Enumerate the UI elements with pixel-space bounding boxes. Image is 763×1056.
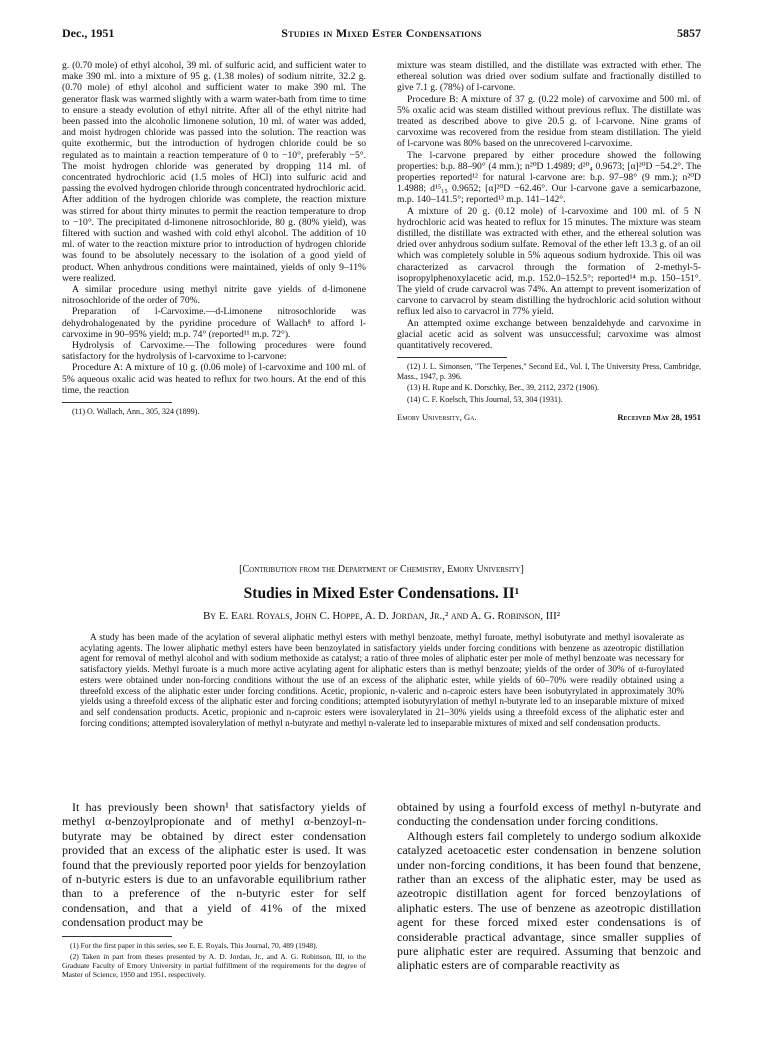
right-column: [397, 60, 701, 424]
footnote: (14) C. F. Koelsch, This Journal, 53, 304 (1931).: [407, 394, 563, 404]
affiliation: Emory University, Ga.: [397, 412, 477, 423]
paragraph: The l-carvone prepared by either procedure showed the following properties: b.p. 88–90° (4 mm.); n²⁰D 1.4989; d²⁰₄ 0.9673; [α]²⁰D −54.2°. The properties reported¹² for natural l-carvone are: b.p. 97–98° (9 mm.); n²⁰D 1.4988; d¹⁵₁₅ 0.9652; [α]²⁰D −62.46°. Our l-carvone gave a semicarbazone, m.p. 140–141.5°; reported¹³ m.p. 141–142°.: [397, 149, 701, 206]
paragraph: It has previously been shown¹ that satisfactory yields of methyl α-benzoylpropionate and of methyl α-benzoyl-n-butyrate may be obtained by direct ester condensation provided that an excess of the aliphatic ester is used. It was found that the previously reported poor yields for benzoylation of n-butyric esters is due to an unfavorable equilibrium rather than to a preference of the n-butyric ester for self condensation, and that a yield of 41% of the mixed condensation product may be: [62, 800, 366, 930]
article-title: Studies in Mixed Ester Condensations. II¹: [243, 585, 520, 602]
footnotes: [62, 936, 366, 979]
contribution-line: [Contribution from the Department of Chemistry, Emory University]: [239, 564, 524, 575]
footnote-rule: [62, 936, 172, 937]
paragraph: Preparation of l-Carvoxime.—d-Limonene nitrosochloride was dehydrohalogenated by the pyridine procedure of Wallach⁸ to afford l-carvoxime in 90–95% yield; m.p. 74° (reported¹¹ m.p. 72°).: [62, 306, 366, 340]
body-right-column: [397, 800, 701, 973]
paragraph: A similar procedure using methyl nitrite gave yields of d-limonene nitrosochloride of the order of 70%.: [62, 284, 366, 307]
body-left-column: [62, 800, 366, 981]
footnote: (11) O. Wallach, Ann., 305, 324 (1899).: [72, 407, 200, 417]
footnotes: [397, 357, 701, 404]
header-date: Dec., 1951: [62, 26, 115, 40]
article-authors: By E. Earl Royals, John C. Hoppe, A. D. Jordan, Jr.,² and A. G. Robinson, III²: [202, 610, 561, 622]
header-title: Studies in Mixed Ester Condensations: [281, 26, 482, 40]
footnotes: [62, 402, 366, 417]
received-date: Received May 28, 1951: [617, 412, 701, 423]
abstract: A study has been made of the acylation of several aliphatic methyl esters with methyl benzoate, methyl furoate, methyl isobutyrate and methyl isovalerate as acylating agents. The lower aliphatic methyl esters have been benzoylated in satisfactory yields under forcing conditions with benzene as azeotropic distillation agent for removal of methyl alcohol and with sodium methoxide as catalyst; a ratio of three moles of aliphatic ester per mole of methyl benzoate was necessary for satisfactory yields. Methyl furoate is a much more active acylating agent for aliphatic esters than is methyl benzoate; yields of the order of 30% of α-furoylated esters were obtained under non-forcing conditions without the use of an excess of the aliphatic ester, while yields of 60–70% were readily obtained using a threefold excess of the aliphatic ester under forcing conditions. Acetic, propionic, n-valeric and n-caproic esters have been isobutyrylated in approximately 30% yields using a threefold excess of the aliphatic ester and forcing conditions; attempted isobutyrylation of methyl n-butyrate led to an inseparable mixture of mixed and self condensation products. Acetic, propionic and n-caproic esters were isovalerylated in 21–30% yields using a threefold excess of the aliphatic ester and forcing conditions; attempted isovalerylation of methyl n-butyrate and methyl n-valerate led to inseparable mixtures of mixed and self condensation products.: [80, 632, 684, 728]
footnote: (12) J. L. Simonsen, "The Terpenes," Second Ed., Vol. I, The University Press, Cambridge, Mass., 1947, p. 396.: [397, 362, 701, 381]
paragraph: mixture was steam distilled, and the distillate was extracted with ether. The ethereal solution was dried over sodium sulfate and fractionally distilled to give 7.1 g. (78%) of l-carvone.: [397, 60, 701, 94]
paragraph: Hydrolysis of Carvoxime.—The following procedures were found satisfactory for the hydrolysis of l-carvoxime to l-carvone:: [62, 340, 366, 363]
paragraph: Although esters fail completely to undergo sodium alkoxide catalyzed acetoacetic ester condensation in benzene solution under non-forcing conditions, it has been found that benzene, rather than an excess of the aliphatic ester, may be used as azeotropic distillation agent for forced benzoylations of aliphatic esters. The use of benzene as azeotropic distillation agent for these forced mixed ester condensations is of considerable practical advantage, since smaller supplies of pure aliphatic ester are required. Assuming that benzoic and aliphatic esters are of comparable reactivity as: [397, 828, 701, 973]
paragraph: obtained by using a fourfold excess of methyl n-butyrate and conducting the condensation under forcing conditions.: [397, 800, 701, 829]
header-page-number: 5857: [677, 26, 701, 40]
paragraph: A mixture of 20 g. (0.12 mole) of l-carvoxime and 100 ml. of 5 N hydrochloric acid was heated to reflux for 15 minutes. The mixture was steam distilled, the distillate was extracted with ether, and the ethereal solution was dried over anhydrous sodium sulfate. Removal of the ether left 13.3 g. of an oil which was completely soluble in 5% aqueous sodium hydroxide. This oil was characterized as carvacrol through the formation of 2-methyl-5-isopropylphenoxylacetic acid, m.p. 152.0–152.5°; reported¹⁴ m.p. 150–151°. The yield of crude carvacrol was 74%. An attempt to prevent isomerization of carvone to carvacrol by steam distilling the hydrochloric acid solution without reflux led also to carvacrol in 77% yield.: [397, 205, 701, 318]
previous-article-columns: [62, 60, 701, 530]
left-column: [62, 60, 366, 419]
paragraph: g. (0.70 mole) of ethyl alcohol, 39 ml. of sulfuric acid, and sufficient water to make 390 ml. into a mixture of 95 g. (1.38 moles) of sodium nitrite, 32.2 g. (0.70 mole) of ethyl alcohol and sufficient water to make 390 ml. The generator flask was warmed slightly with a warm water-bath from time to time to ensure a steady evolution of ethyl nitrite. After all of the ethyl nitrite had been passed into the alcoholic limonene solution, 10 ml. of water was added, and moist hydrogen chloride was passed into the solution. The reaction was quite exothermic, but the introduction of hydrogen chloride could be so regulated as to maintain a reaction temperature of 0 to −10°, preferably −5°. The moist hydrogen chloride was generated by dropping 114 ml. of concentrated hydrochloric acid (1.5 moles of HCl) into sulfuric acid and passing the evolved hydrogen chloride through concentrated hydrochloric acid. After addition of the hydrogen chloride was complete, the reaction mixture was stirred for about thirty minutes to permit the reaction temperature to drop to −10°. The precipitated d-limonene nitrosochloride, 80 g. (80% yield), was filtered with suction and washed with cold ethyl alcohol. The addition of 10 ml. of water to the reaction mixture prior to introduction of hydrogen chloride was found to be absolutely necessary to the isolation of a good yield of product. When anhydrous conditions were maintained, yields of only 9–11% were realized.: [62, 60, 366, 284]
footnote-rule: [397, 357, 507, 358]
footnote: (2) Taken in part from theses presented by A. D. Jordan, Jr., and A. G. Robinson, III, to the Graduate Faculty of Emory University in partial fulfillment of the requirements for the degree of Master of Science, 1950 and 1951, respectively.: [62, 951, 366, 979]
paragraph: An attempted oxime exchange between benzaldehyde and carvoxime in glacial acetic acid as solvent was unsuccessful; carvoxime was almost quantitatively recovered.: [397, 317, 701, 352]
footnote: (13) H. Rupe and K. Dorschky, Ber., 39, 2112, 2372 (1906).: [407, 383, 600, 393]
running-header: [62, 26, 701, 44]
article-body: [62, 800, 701, 1040]
paragraph: Procedure B: A mixture of 37 g. (0.22 mole) of carvoxime and 500 ml. of 5% oxalic acid was steam distilled without previous reflux. The distillate was treated as described above to give 20.5 g. of l-carvone. Nine grams of carvoxime was recovered from the residue from steam distillation. The yield of l-carvone was 80% based on the unrecovered l-carvoxime.: [397, 93, 701, 150]
paragraph: Procedure A: A mixture of 10 g. (0.06 mole) of l-carvoxime and 100 ml. of 5% aqueous oxalic acid was heated to reflux for two hours. At the end of this time, the reaction: [62, 362, 366, 396]
footnote-rule: [62, 402, 172, 403]
footnote: (1) For the first paper in this series, see E. E. Royals, This Journal, 70, 489 (1948).: [70, 940, 318, 950]
signature-line: [397, 412, 701, 424]
